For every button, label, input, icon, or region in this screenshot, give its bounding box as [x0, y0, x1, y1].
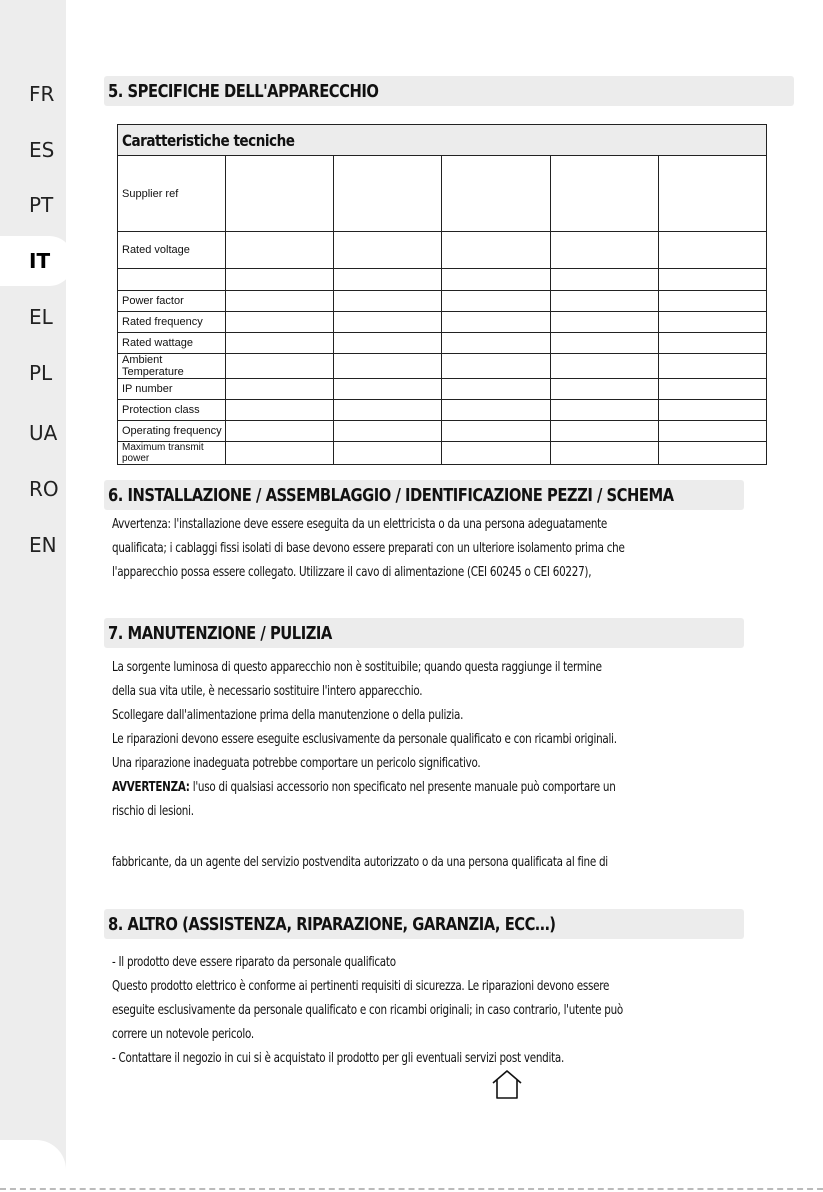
spec-table [117, 124, 767, 465]
language-sidebar [0, 0, 66, 1192]
body-line: La sorgente luminosa di questo apparecchio non è sostituibile; quando questa raggiunge il termine [112, 660, 602, 675]
spec-row-label: Operating frequency [118, 421, 226, 442]
section-7-heading: 7. MANUTENZIONE / PULIZIA [104, 618, 744, 648]
lang-tab-ua[interactable]: UA [29, 421, 58, 445]
body-line: della sua vita utile, è necessario sostituire l'intero apparecchio. [112, 684, 423, 699]
spec-row-label: Ambient Temperature [118, 354, 226, 379]
body-line: - Contattare il negozio in cui si è acquistato il prodotto per gli eventuali servizi post vendita. [112, 1051, 565, 1066]
body-line: qualificata; i cablaggi fissi isolati di base devono essere preparati con un ulteriore isolamento prima che [112, 541, 625, 556]
body-line: Una riparazione inadeguata potrebbe comportare un pericolo significativo. [112, 756, 481, 771]
lang-tab-ro[interactable]: RO [29, 477, 59, 501]
section-7-body [112, 656, 752, 824]
body-line: fabbricante, da un agente del servizio postvendita autorizzato o da una persona qualificata al fine di [112, 855, 608, 870]
spec-row-label: Rated wattage [118, 333, 226, 354]
section-7-extra [112, 851, 752, 875]
spec-table-header: Caratteristiche tecniche [118, 125, 767, 156]
body-line: Avvertenza: l'installazione deve essere eseguita da un elettricista o da una persona adeguatamente [112, 517, 608, 532]
body-line: l'apparecchio possa essere collegato. Utilizzare il cavo di alimentazione (CEI 60245 o CEI 60227), [112, 565, 592, 580]
warning-label: AVVERTENZA: [112, 780, 190, 795]
body-line: - Il prodotto deve essere riparato da personale qualificato [112, 955, 396, 970]
lang-tab-es[interactable]: ES [29, 138, 55, 162]
body-line: Le riparazioni devono essere eseguite esclusivamente da personale qualificato e con ricambi originali. [112, 732, 617, 747]
body-line: eseguite esclusivamente da personale qualificato e con ricambi originali; in caso contrario, l'utente può [112, 1003, 623, 1018]
body-line: rischio di lesioni. [112, 804, 194, 819]
section-8-body [112, 951, 752, 1071]
body-line: correre un notevole pericolo. [112, 1027, 254, 1042]
lang-tab-en[interactable]: EN [29, 533, 57, 557]
spec-row-label: Supplier ref [118, 156, 226, 232]
lang-tab-el[interactable]: EL [29, 305, 53, 329]
spec-row-label: IP number [118, 379, 226, 400]
spec-row-label: Rated frequency [118, 312, 226, 333]
spec-row-label: Protection class [118, 400, 226, 421]
lang-tab-pt[interactable]: PT [29, 193, 54, 217]
warning-text: l'uso di qualsiasi accessorio non specificato nel presente manuale può comportare un [189, 780, 616, 795]
body-line: Scollegare dall'alimentazione prima della manutenzione o della pulizia. [112, 708, 464, 723]
page-corner-tab [0, 1140, 66, 1192]
lang-tab-it[interactable]: IT [0, 236, 74, 286]
section-6-heading: 6. INSTALLAZIONE / ASSEMBLAGGIO / IDENTIFICAZIONE PEZZI / SCHEMA [104, 480, 744, 510]
page-bottom-border [0, 1188, 823, 1190]
spec-row-label: Maximum transmit power [118, 442, 226, 465]
section-8-heading: 8. ALTRO (ASSISTENZA, RIPARAZIONE, GARANZIA, ECC…) [104, 909, 744, 939]
body-line: Questo prodotto elettrico è conforme ai pertinenti requisiti di sicurezza. Le riparazioni devono essere [112, 979, 610, 994]
spec-row-label: Power factor [118, 291, 226, 312]
spec-row-label [118, 269, 226, 291]
spec-row-label: Rated voltage [118, 232, 226, 269]
section-6-body [112, 513, 752, 585]
warning-line [112, 776, 662, 800]
section-5-heading: 5. SPECIFICHE DELL'APPARECCHIO [104, 76, 794, 106]
home-icon[interactable] [490, 1068, 524, 1100]
lang-tab-pl[interactable]: PL [29, 361, 53, 385]
lang-tab-fr[interactable]: FR [29, 82, 55, 106]
